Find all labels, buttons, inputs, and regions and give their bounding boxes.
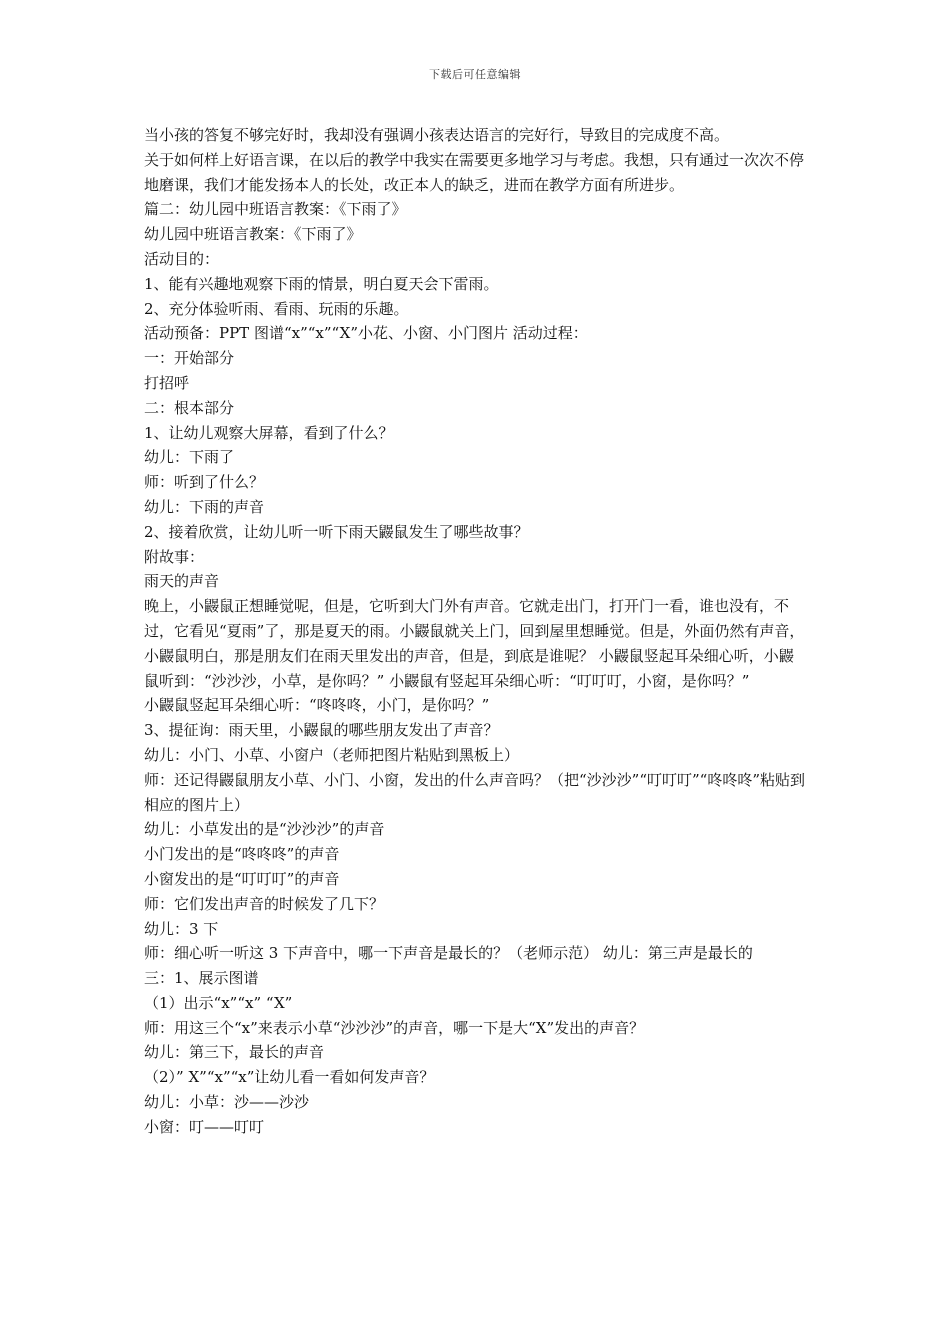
paragraph: 幼儿：小门、小草、小窗户（老师把图片粘贴到黑板上） <box>144 745 520 764</box>
story-text: 晚上，小鼹鼠正想睡觉呢，但是，它听到大门外有声音。它就走出门，打开门一看，谁也没有，不过，它看见“夏雨”了，那是夏天的雨。小鼹鼠就关上门，回到屋里想睡觉。但是，外面仍然有声音，小鼹鼠明白，那是朋友们在雨天里发出的声音，但是，到底是谁呢？ 小鼹鼠竖起耳朵细心听，小鼹鼠听到：“沙沙沙，小草，是你吗？” 小鼹鼠有竖起耳朵细心听：“叮叮叮，小窗，是你吗？” <box>144 597 805 690</box>
paragraph: 当小孩的答复不够完好时，我却没有强调小孩表达语言的完好行，导致目的完成度不高。 <box>144 126 730 144</box>
paragraph: 师：听到了什么？ <box>144 473 265 492</box>
paragraph: 小窗：叮——叮叮 <box>144 1117 265 1136</box>
paragraph: 1、让幼儿观察大屏幕，看到了什么？ <box>144 423 394 442</box>
paragraph: 小窗发出的是“叮叮叮”的声音 <box>144 869 340 888</box>
paragraph: 幼儿：下雨的声音 <box>144 497 265 516</box>
paragraph: 附故事： <box>144 547 205 566</box>
paragraph: 2、充分体验听雨、看雨、玩雨的乐趣。 <box>144 299 409 318</box>
paragraph: 3、提征询：雨天里，小鼹鼠的哪些朋友发出了声音？ <box>144 721 499 740</box>
paragraph: 1、能有兴趣地观察下雨的情景，明白夏天会下雷雨。 <box>144 274 499 293</box>
paragraph: 一：开始部分 <box>144 349 235 368</box>
paragraph: 幼儿：第三下，最长的声音 <box>144 1043 325 1062</box>
paragraph: 打招呼 <box>144 373 190 392</box>
paragraph: 幼儿：3 下 <box>144 919 219 938</box>
paragraph: （1）出示“x”“x” “X” <box>144 993 293 1012</box>
paragraph: 师：用这三个“x”来表示小草“沙沙沙”的声音，哪一下是大“X”发出的声音？ <box>144 1018 645 1037</box>
paragraph: 师：它们发出声音的时候发了几下？ <box>144 894 385 913</box>
paragraph: 幼儿：小草发出的是“沙沙沙”的声音 <box>144 820 385 839</box>
section-title: 篇二：幼儿园中班语言教案：《下雨了》 <box>144 200 407 219</box>
paragraph: 小鼹鼠竖起耳朵细心听：“咚咚咚，小门，是你吗？” <box>144 696 490 715</box>
paragraph: 师：细心听一听这 3 下声音中，哪一下声音是最长的？（老师示范） 幼儿：第三声是最长的 <box>144 944 753 963</box>
paragraph: 幼儿：小草：沙——沙沙 <box>144 1093 310 1112</box>
paragraph: 活动目的： <box>144 249 220 268</box>
paragraph: 师：还记得鼹鼠朋友小草、小门、小窗，发出的什么声音吗？（把“沙沙沙”“叮叮叮”“咚咚咚”粘贴到相应的图片上） <box>144 770 806 814</box>
paragraph: 2、接着欣赏，让幼儿听一听下雨天鼹鼠发生了哪些故事？ <box>144 522 529 541</box>
paragraph: 幼儿：下雨了 <box>144 448 235 467</box>
paragraph: （2）” X”“x”“x”让幼儿看一看如何发声音？ <box>144 1068 435 1087</box>
paragraph: 三：1、展示图谱 <box>144 969 259 988</box>
paragraph: 关于如何样上好语言课，在以后的教学中我实在需要更多地学习与考虑。我想，只有通过一次次不停地磨课，我们才能发扬本人的长处，改正本人的缺乏，进而在教学方面有所进步。 <box>144 150 805 194</box>
story-title: 雨天的声音 <box>144 572 220 591</box>
paragraph: 二：根本部分 <box>144 398 235 417</box>
lesson-title: 幼儿园中班语言教案：《下雨了》 <box>144 225 362 244</box>
page-header: 下载后可任意编辑 <box>429 68 521 81</box>
paragraph: 活动预备：PPT 图谱“x”“x”“X”小花、小窗、小门图片 活动过程： <box>144 324 588 343</box>
paragraph: 小门发出的是“咚咚咚”的声音 <box>144 845 340 864</box>
document-body <box>144 123 808 1140</box>
